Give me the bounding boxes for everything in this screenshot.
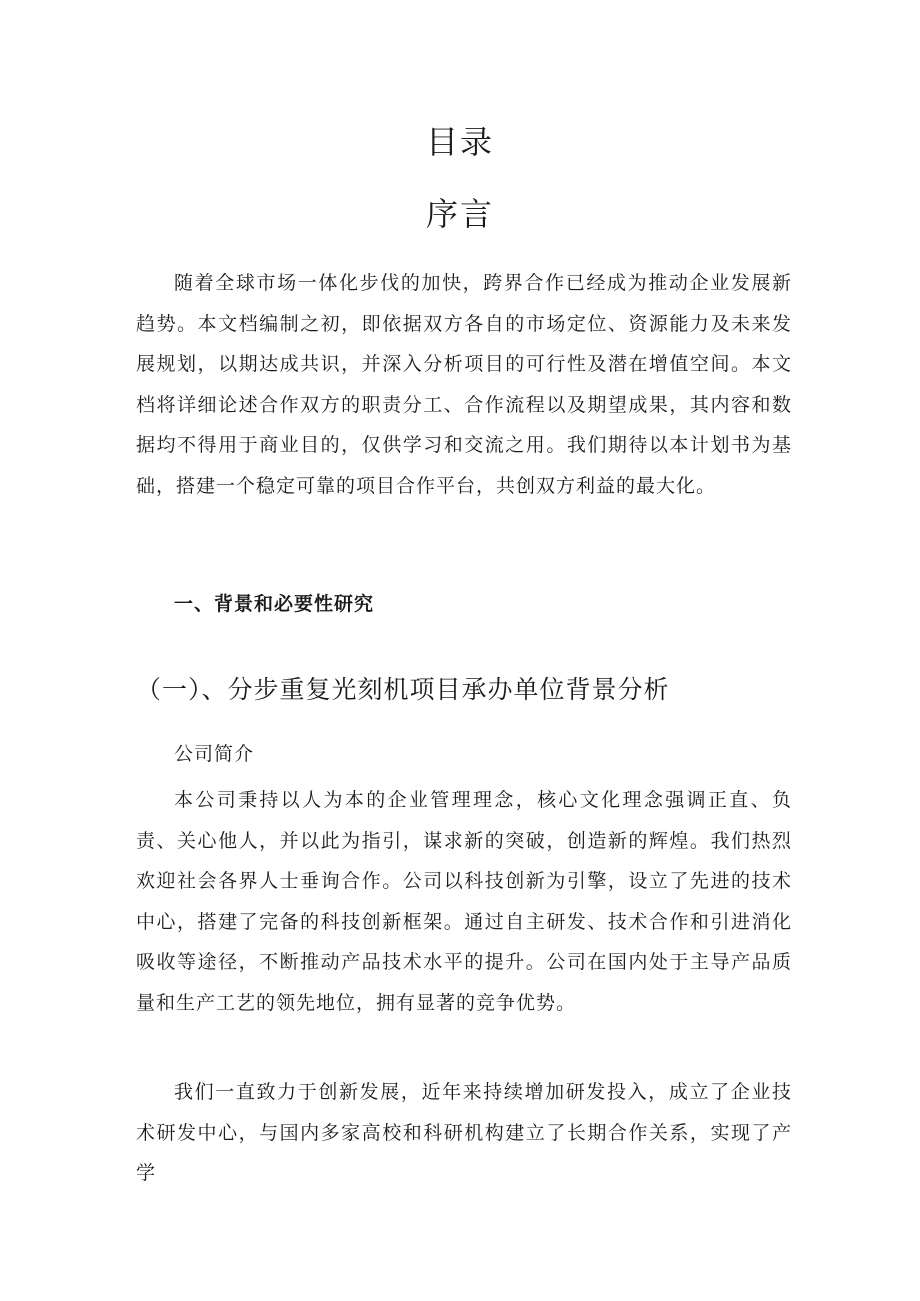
subsection-heading-company-analysis: （一）、分步重复光刻机项目承办单位背景分析 [136,675,670,704]
company-intro-label: 公司简介 [174,743,255,765]
company-intro-paragraph: 本公司秉持以人为本的企业管理理念，核心文化理念强调正直、负责、关心他人，并以此为指引，谋求新的突破，创造新的辉煌。我们热烈欢迎社会各界人士垂询合作。公司以科技创新为引擎，设立了先进的技术中心，搭建了完备的科技创新框架。通过自主研发、技术合作和引进消化吸收等途径，不断推动产品技术水平的提升。公司在国内处于主导产品质量和生产工艺的领先地位，拥有显著的竞争优势。 [136,789,792,1014]
section-heading-background: 一、背景和必要性研究 [174,593,375,615]
preface-paragraph: 随着全球市场一体化步伐的加快，跨界合作已经成为推动企业发展新趋势。本文档编制之初，即依据双方各自的市场定位、资源能力及未来发展规划，以期达成共识，并深入分析项目的可行性及潜在增值空间。本文档将详细论述合作双方的职责分工、合作流程以及期望成果，其内容和数据均不得用于商业目的，仅供学习和交流之用。我们期待以本计划书为基础，搭建一个稳定可靠的项目合作平台，共创双方利益的最大化。 [136,272,792,497]
company-rd-paragraph: 我们一直致力于创新发展，近年来持续增加研发投入，成立了企业技术研发中心，与国内多家高校和科研机构建立了长期合作关系，实现了产学 [136,1081,792,1185]
preface-title: 序言 [425,195,494,233]
toc-title: 目录 [425,123,494,161]
